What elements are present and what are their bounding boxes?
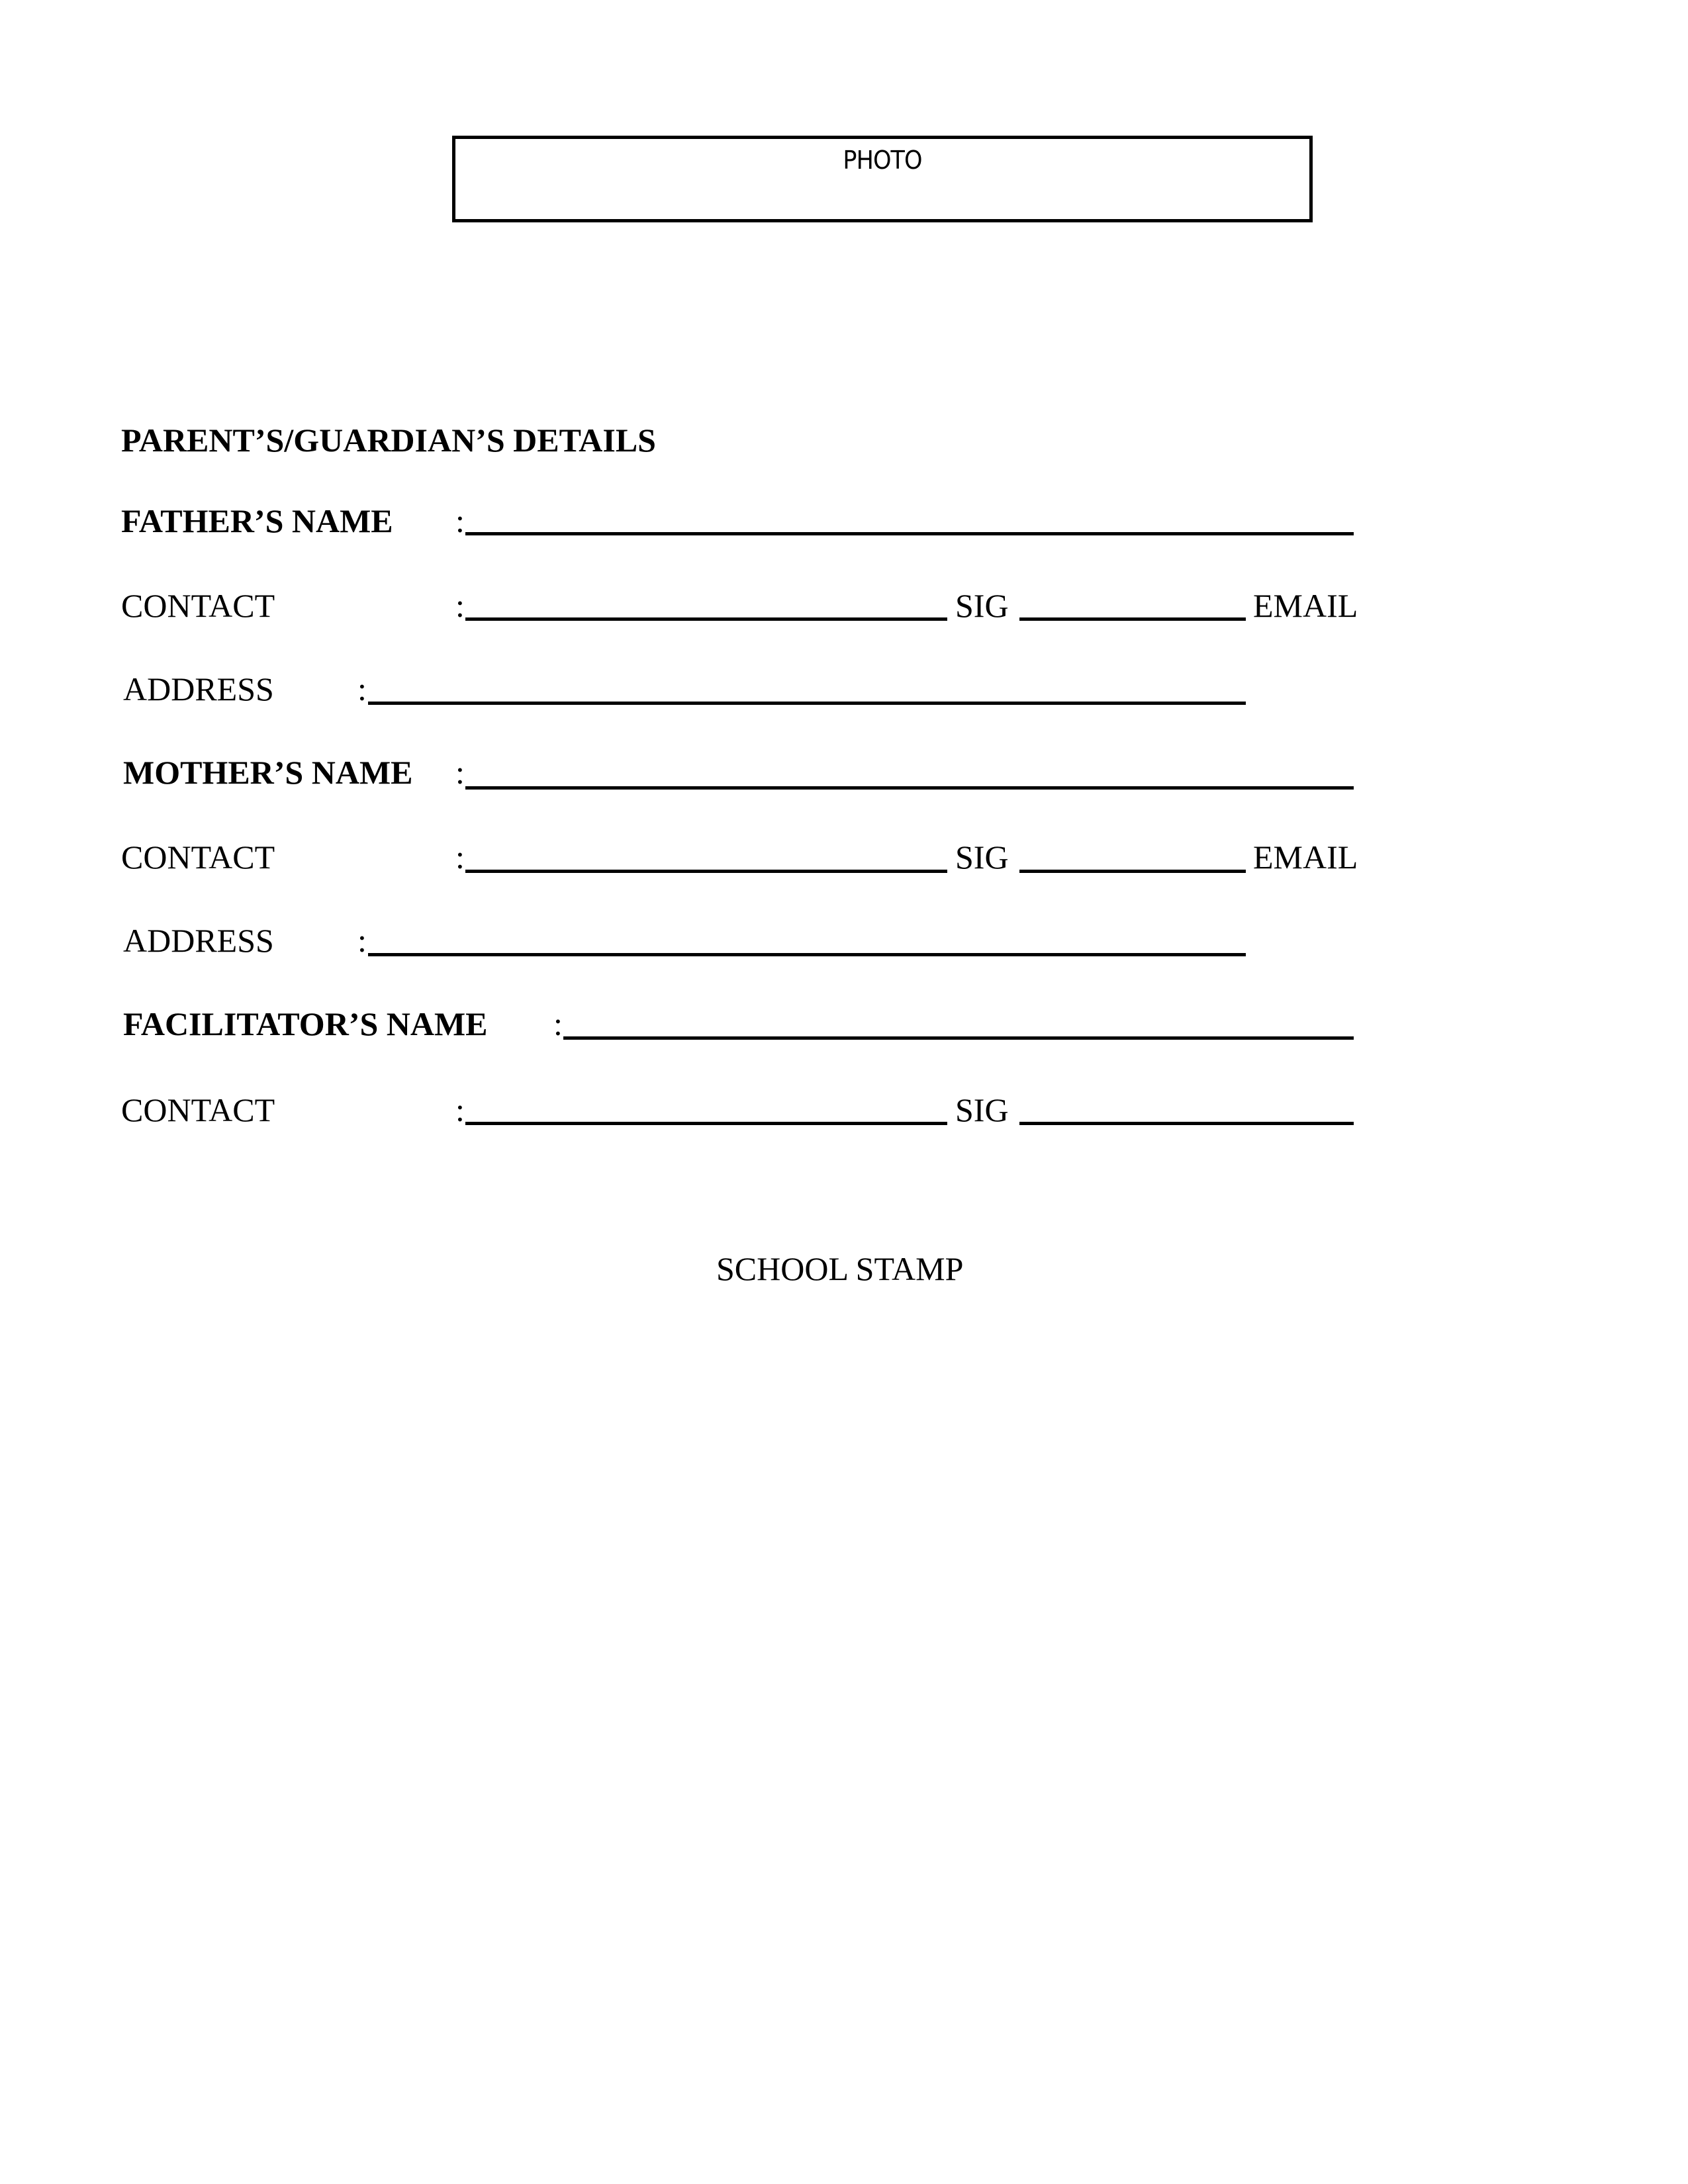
father-address-colon: : [357,670,367,707]
mother-email-label: EMAIL [1253,839,1358,876]
father-name-label: FATHER’S NAME [121,502,393,539]
facilitator-contact-field[interactable] [465,1122,947,1125]
mother-contact-colon: : [455,839,465,876]
father-name-colon: : [455,502,465,539]
father-email-label: EMAIL [1253,587,1358,624]
section-title: PARENT’S/GUARDIAN’S DETAILS [121,422,656,459]
facilitator-name-field[interactable] [563,1036,1354,1040]
mother-address-field[interactable] [368,953,1246,956]
facilitator-contact-label: CONTACT [121,1091,275,1128]
father-contact-label: CONTACT [121,587,275,624]
facilitator-contact-colon: : [455,1091,465,1128]
mother-address-colon: : [357,922,367,959]
father-contact-field[interactable] [465,617,947,621]
father-address-label: ADDRESS [123,670,274,707]
facilitator-name-label: FACILITATOR’S NAME [123,1005,488,1042]
photo-box [452,136,1313,222]
father-address-field[interactable] [368,702,1246,705]
photo-label: PHOTO [843,146,922,175]
mother-contact-field[interactable] [465,870,947,873]
facilitator-sig-field[interactable] [1019,1122,1354,1125]
father-name-field[interactable] [465,532,1354,535]
mother-name-label: MOTHER’S NAME [123,754,413,791]
father-sig-label: SIG [955,587,1009,624]
mother-sig-field[interactable] [1019,870,1246,873]
facilitator-name-colon: : [553,1005,563,1042]
mother-name-field[interactable] [465,786,1354,790]
mother-address-label: ADDRESS [123,922,274,959]
mother-contact-label: CONTACT [121,839,275,876]
mother-sig-label: SIG [955,839,1009,876]
mother-name-colon: : [455,754,465,791]
school-stamp-label: SCHOOL STAMP [716,1250,964,1287]
father-sig-field[interactable] [1019,617,1246,621]
facilitator-sig-label: SIG [955,1091,1009,1128]
father-contact-colon: : [455,587,465,624]
